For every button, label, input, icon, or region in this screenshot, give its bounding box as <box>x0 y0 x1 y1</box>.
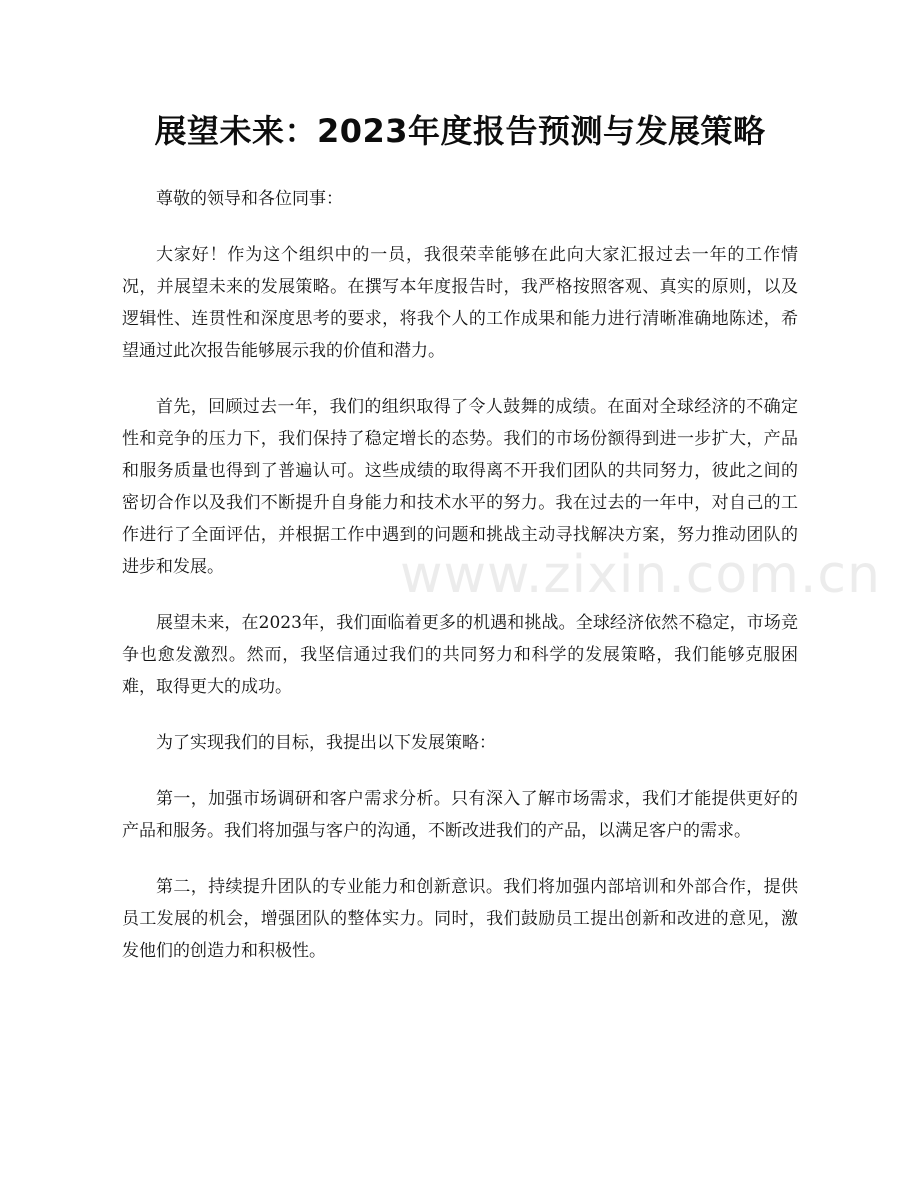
paragraph-review: 首先，回顾过去一年，我们的组织取得了令人鼓舞的成绩。在面对全球经济的不确定性和竞争的压力下，我们保持了稳定增长的态势。我们的市场份额得到进一步扩大，产品和服务质量也得到了普遍认可。这些成绩的取得离不开我们团队的共同努力，彼此之间的密切合作以及我们不断提升自身能力和技术水平的努力。我在过去的一年中，对自己的工作进行了全面评估，并根据工作中遇到的问题和挑战主动寻找解决方案，努力推动团队的进步和发展。 <box>122 397 798 577</box>
salutation: 尊敬的领导和各位同事： <box>156 189 343 209</box>
document-title: 展望未来：2023年度报告预测与发展策略 <box>154 112 766 150</box>
paragraph-strategy-intro: 为了实现我们的目标，我提出以下发展策略： <box>156 733 496 753</box>
watermark: www.zixin.com.cn <box>400 545 881 605</box>
paragraph-intro: 大家好！作为这个组织中的一员，我很荣幸能够在此向大家汇报过去一年的工作情况，并展望未来的发展策略。在撰写本年度报告时，我严格按照客观、真实的原则，以及逻辑性、连贯性和深度思考的要求，将我个人的工作成果和能力进行清晰准确地陈述，希望通过此次报告能够展示我的价值和潜力。 <box>122 245 798 361</box>
paragraph-strategy-two: 第二，持续提升团队的专业能力和创新意识。我们将加强内部培训和外部合作，提供员工发展的机会，增强团队的整体实力。同时，我们鼓励员工提出创新和改进的意见，激发他们的创造力和积极性。 <box>122 877 798 961</box>
paragraph-outlook: 展望未来，在2023年，我们面临着更多的机遇和挑战。全球经济依然不稳定，市场竞争也愈发激烈。然而，我坚信通过我们的共同努力和科学的发展策略，我们能够克服困难，取得更大的成功。 <box>122 613 798 697</box>
paragraph-strategy-one: 第一，加强市场调研和客户需求分析。只有深入了解市场需求，我们才能提供更好的产品和服务。我们将加强与客户的沟通，不断改进我们的产品，以满足客户的需求。 <box>122 789 798 841</box>
document-body <box>122 183 798 991</box>
